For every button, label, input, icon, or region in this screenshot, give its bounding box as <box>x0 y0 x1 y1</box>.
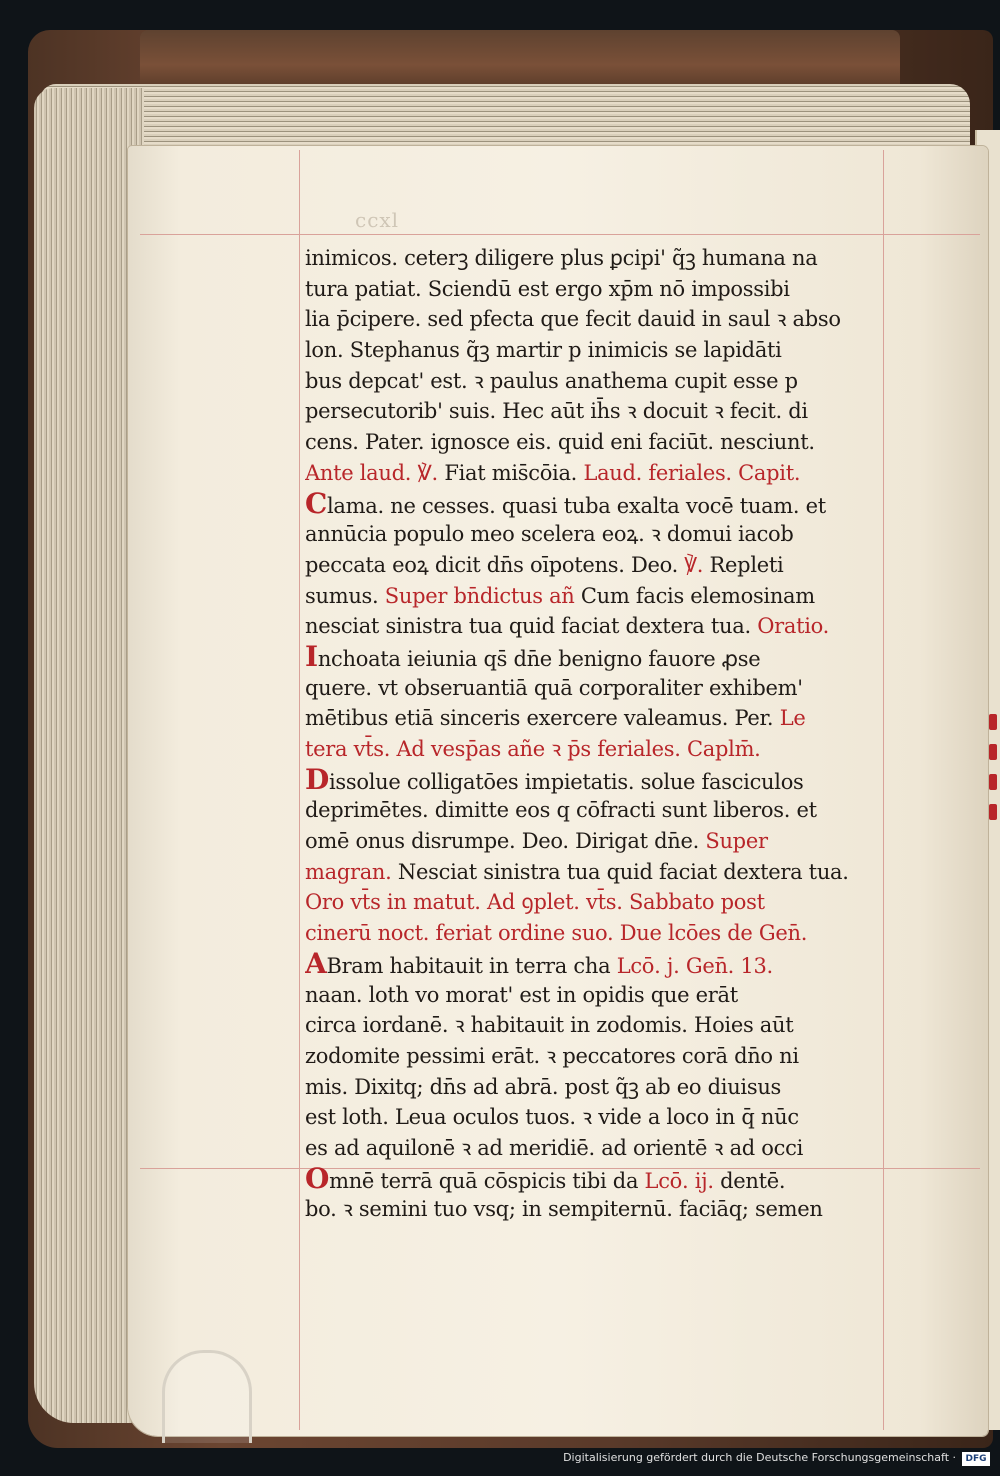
text-span: peccata eoꝝ dicit dn̄s oīpotens. Deo. <box>305 552 685 577</box>
text-line <box>305 1194 883 1225</box>
text-line <box>305 1010 883 1041</box>
folio-number: ccxl <box>355 208 400 232</box>
text-line <box>305 366 883 397</box>
text-line <box>305 1133 883 1164</box>
text-line <box>305 765 883 796</box>
text-span: Nesciat sinistra tua quid faciat dextera tua. <box>397 859 849 884</box>
text-span: Repleti <box>709 552 784 577</box>
text-span: Fiat mis̄cōia. <box>444 460 584 485</box>
dfg-logo: DFG <box>962 1452 990 1466</box>
text-line <box>305 581 883 612</box>
text-line <box>305 795 883 826</box>
thumb-clip <box>162 1350 252 1443</box>
rubric-text: Le <box>779 706 806 731</box>
text-line <box>305 887 883 918</box>
text-span: est loth. Leua oculos tuos. ꝛ vide a loco in q̄ nūc <box>305 1105 799 1130</box>
text-span: sumus. <box>305 583 385 608</box>
initial-letter: C <box>305 488 327 520</box>
rubric-text: Lcō. ij. <box>644 1168 714 1193</box>
text-span: bus depcat' est. ꝛ paulus anathema cupit esse p <box>305 368 798 393</box>
text-span: circa iordanē. ꝛ habitauit in zodomis. Hoies aūt <box>305 1013 794 1038</box>
text-span: lia p̄cipere. sed pfecta que fecit dauid in saul ꝛ abso <box>305 307 841 332</box>
text-span: annūcia populo meo scelera eoꝝ. ꝛ domui iacob <box>305 522 794 547</box>
text-line <box>305 826 883 857</box>
text-line <box>305 243 883 274</box>
text-span: nesciat sinistra tua quid faciat dextera tua. <box>305 614 758 639</box>
text-span: Cum facis elemosinam <box>580 583 815 608</box>
text-line <box>305 611 883 642</box>
footer-credit: Digitalisierung gefördert durch die Deutsche Forschungsgemeinschaft · <box>563 1451 956 1464</box>
initial-letter: A <box>305 948 327 980</box>
text-span: lama. ne cesses. quasi tuba exalta vocē tuam. et <box>327 493 826 518</box>
text-span: inimicos. ceterꝫ diligere plus ꝑcipi' q̃ꝫ humana na <box>305 246 818 270</box>
text-line <box>305 673 883 704</box>
rubric-text: magran. <box>305 859 398 884</box>
text-span: cens. Pater. ignosce eis. quid eni faciūt. nesciunt. <box>305 430 815 455</box>
text-line <box>305 703 883 734</box>
text-span: issolue colligatōes impietatis. solue fasciculos <box>328 769 804 794</box>
text-line <box>305 642 883 673</box>
rubric-text: Oro vt̄s in matut. Ad ꝯplet. vt̄s. Sabbato post <box>305 890 765 915</box>
text-span: Bram habitauit in terra cha <box>326 953 617 978</box>
text-line <box>305 519 883 550</box>
text-line <box>305 274 883 305</box>
rubric-text: tera vt̄s. Ad vesp̄as añe ꝛ p̄s feriales. Caplm̄. <box>305 737 761 761</box>
text-span: mnē terrā quā cōspicis tibi da <box>329 1168 645 1193</box>
rubric-text: Lcō. j. Gen̄. 13. <box>616 953 773 978</box>
text-span: es ad aquilonē ꝛ ad meridiē. ad orientē ꝛ ad occi <box>305 1135 803 1160</box>
text-span: quere. vt obseruantiā quā corporaliter exhibem' <box>305 675 803 700</box>
text-block <box>305 243 883 1225</box>
text-span: bo. ꝛ semini tuo vsq; in sempiternū. faciāq; semen <box>305 1197 823 1222</box>
text-span: omē onus disrumpe. Deo. Dirigat dn̄e. <box>305 829 706 854</box>
initial-letter: O <box>305 1163 330 1195</box>
text-span: naan. loth vo morat' est in opidis que erāt <box>305 982 738 1007</box>
text-line <box>305 489 883 520</box>
page-edges-top <box>40 84 970 154</box>
text-line <box>305 396 883 427</box>
text-line <box>305 1041 883 1072</box>
text-span: persecutorib' suis. Hec aūt ih̄s ꝛ docuit ꝛ fecit. di <box>305 399 808 424</box>
initial-letter: I <box>305 641 318 673</box>
text-line <box>305 427 883 458</box>
facing-page-rubrics <box>985 700 999 1000</box>
text-line <box>305 1164 883 1195</box>
rubric-mark <box>989 804 997 820</box>
rubric-text: Laud. feriales. Capit. <box>583 460 801 485</box>
text-line <box>305 1072 883 1103</box>
text-line <box>305 734 883 765</box>
text-line <box>305 304 883 335</box>
rubric-mark <box>989 774 997 790</box>
text-span: lon. Stephanus q̃ꝫ martir p inimicis se lapidāti <box>305 338 782 363</box>
text-span: mētibus etiā sinceris exercere valeamus. Per. <box>305 706 780 731</box>
text-span: deprimētes. dimitte eos q cōfracti sunt liberos. et <box>305 798 817 823</box>
text-span: dentē. <box>713 1168 786 1193</box>
text-span: nchoata ieiunia qs̄ dn̄e benigno fauore ꝓse <box>317 646 761 671</box>
text-span: zodomite pessimi erāt. ꝛ peccatores corā dn̄o ni <box>305 1043 799 1068</box>
initial-letter: D <box>305 764 329 796</box>
text-line <box>305 980 883 1011</box>
text-line <box>305 1102 883 1133</box>
margin-rule-right <box>883 150 884 1430</box>
rubric-text: Super <box>705 829 768 854</box>
rubric-mark <box>989 744 997 760</box>
text-span: mis. Dixitq; dn̄s ad abrā. post q̃ꝫ ab eo diuisus <box>305 1074 782 1099</box>
rubric-text: Super bn̄dictus añ <box>384 583 581 608</box>
text-line <box>305 857 883 888</box>
text-span: tura patiat. Sciendū est ergo xp̄m nō impossibi <box>305 276 790 301</box>
rubric-text: cinerū noct. feriat ordine suo. Due lcōes de Gen̄. <box>305 921 808 946</box>
rubric-text: Oratio. <box>757 614 830 639</box>
margin-rule-left <box>299 150 300 1430</box>
text-line <box>305 335 883 366</box>
margin-rule-top <box>140 234 980 235</box>
text-line <box>305 458 883 489</box>
rubric-text: ℣. <box>684 552 710 577</box>
text-line <box>305 550 883 581</box>
rubric-text: Ante laud. ℣. <box>305 460 445 485</box>
text-line <box>305 949 883 980</box>
rubric-mark <box>989 714 997 730</box>
text-line <box>305 918 883 949</box>
